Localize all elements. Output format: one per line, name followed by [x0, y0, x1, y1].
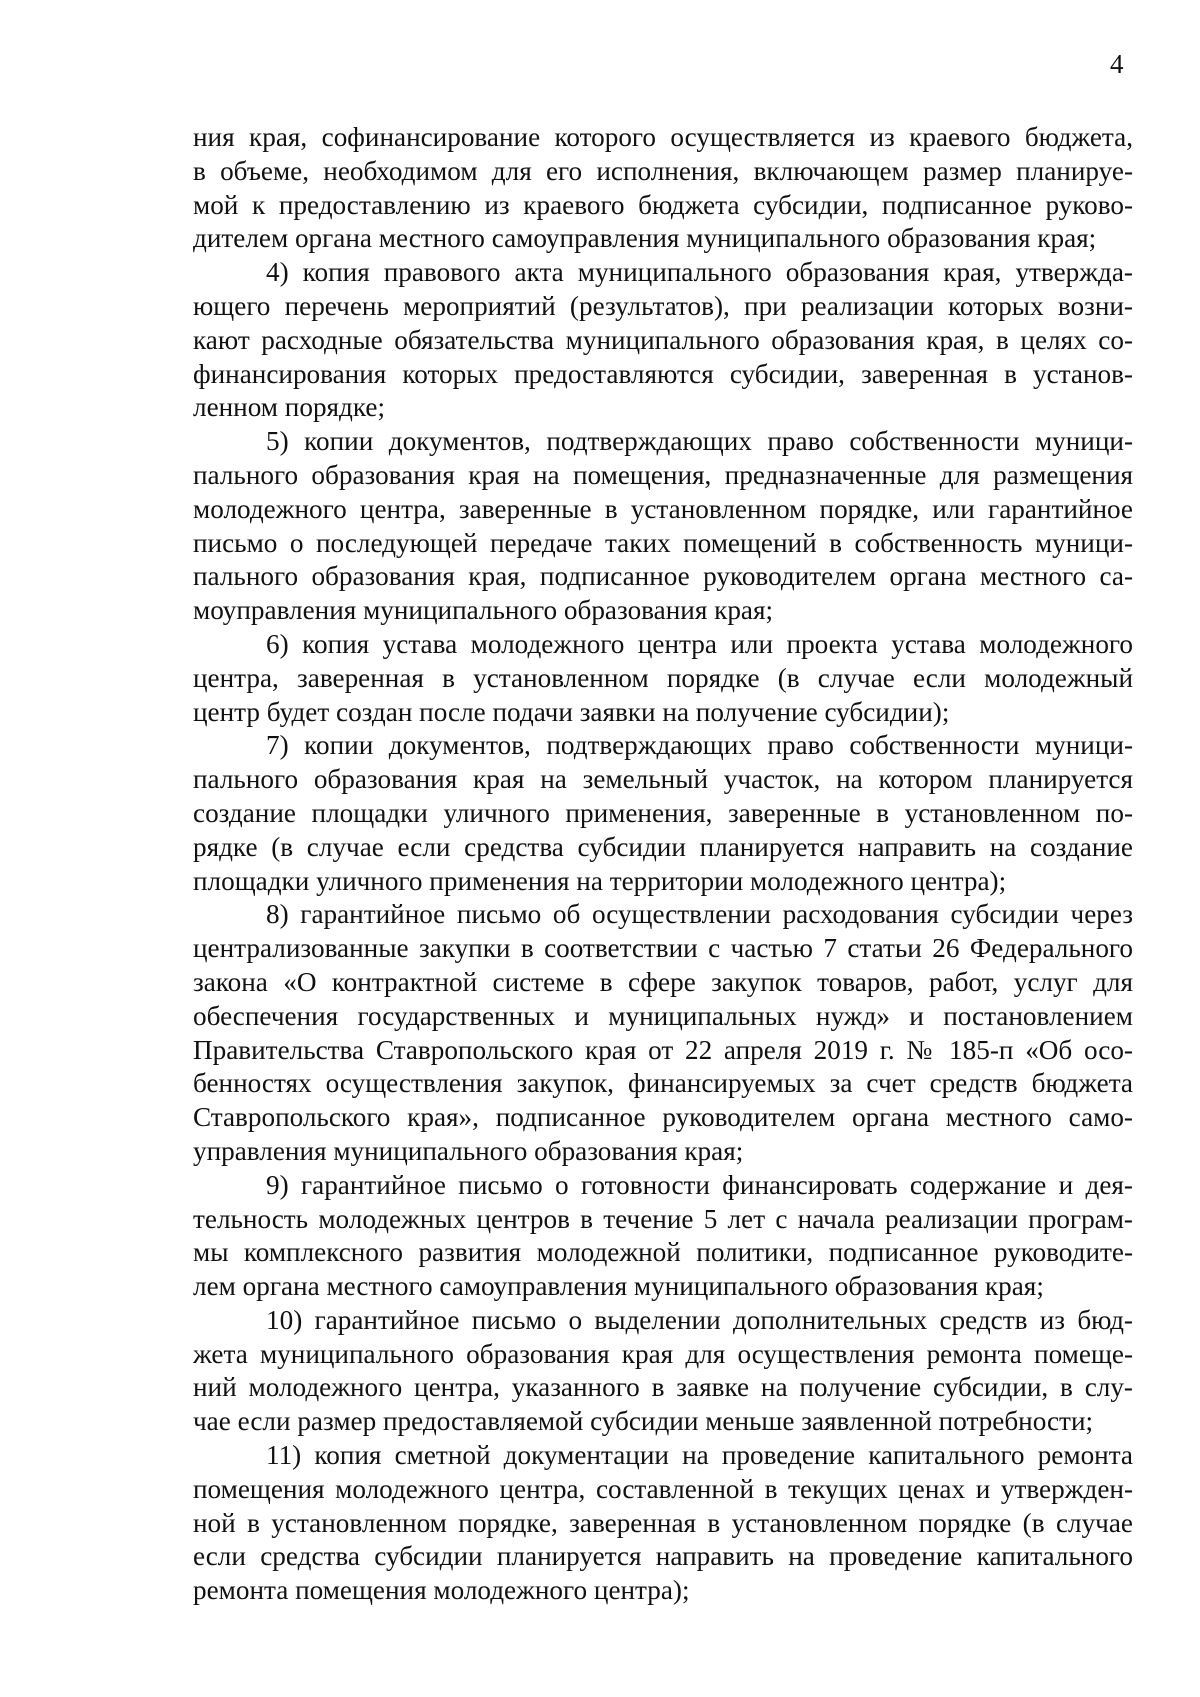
text-line: молодежного центра, заверенные в установленном порядке, или гарантийное [193, 493, 1133, 524]
text-line: 7) копии документов, подтверждающих право собственности муници- [266, 730, 1133, 761]
text-line: 8) гарантийное письмо об осуществлении расходования субсидии через [266, 899, 1133, 930]
text-line: жета муниципального образования края для осуществления ремонта помеще- [193, 1338, 1133, 1369]
text-line: управления муниципального образования края; [193, 1135, 744, 1166]
text-line: в объеме, необходимом для его исполнения, включающем размер планируе- [193, 155, 1133, 186]
text-line: лем органа местного самоуправления муниципального образования края; [193, 1271, 1044, 1302]
text-line: закона «О контрактной системе в сфере закупок товаров, работ, услуг для [193, 966, 1133, 997]
text-line: 10) гарантийное письмо о выделении дополнительных средств из бюд- [266, 1304, 1133, 1335]
text-line: централизованные закупки в соответствии с частью 7 статьи 26 Федерального [193, 933, 1133, 964]
page-number: 4 [1110, 49, 1124, 79]
paragraph [193, 1304, 1133, 1439]
text-line: рядке (в случае если средства субсидии планируется направить на создание [193, 831, 1133, 862]
paragraph [193, 628, 1133, 729]
text-line: ющего перечень мероприятий (результатов), при реализации которых возни- [193, 290, 1133, 321]
text-line: мой к предоставлению из краевого бюджета субсидии, подписанное руково- [193, 189, 1133, 220]
text-line: финансирования которых предоставляются субсидии, заверенная в установ- [193, 358, 1133, 389]
text-line: кают расходные обязательства муниципального образования края, в целях со- [193, 324, 1133, 355]
text-line: Ставропольского края», подписанное руководителем органа местного само- [193, 1102, 1133, 1133]
text-line: 5) копии документов, подтверждающих право собственности муници- [266, 426, 1133, 457]
text-line: ний молодежного центра, указанного в заявке на получение субсидии, в слу- [193, 1372, 1133, 1403]
paragraph [193, 1439, 1133, 1608]
text-line: центра, заверенная в установленном порядке (в случае если молодежный [193, 662, 1133, 693]
paragraph [193, 898, 1133, 1168]
paragraph [193, 729, 1133, 898]
text-line: чае если размер предоставляемой субсидии меньше заявленной потребности; [193, 1406, 1094, 1437]
text-line: центр будет создан после подачи заявки на получение субсидии); [193, 696, 950, 727]
text-line: дителем органа местного самоуправления муниципального образования края; [193, 223, 1097, 254]
text-line: обеспечения государственных и муниципальных нужд» и постановлением [193, 1000, 1133, 1031]
text-line: ной в установленном порядке, заверенная в установленном порядке (в случае [193, 1507, 1133, 1538]
paragraph [193, 425, 1133, 628]
document-body [193, 121, 1133, 1608]
text-line: Правительства Ставропольского края от 22 апреля 2019 г. № 185-п «Об осо- [193, 1034, 1133, 1065]
text-line: создание площадки уличного применения, заверенные в установленном по- [193, 797, 1133, 828]
text-line: площадки уличного применения на территории молодежного центра); [193, 865, 1007, 896]
text-line: 4) копия правового акта муниципального образования края, утвержда- [266, 257, 1133, 288]
text-line: если средства субсидии планируется направить на проведение капитального [193, 1541, 1133, 1572]
text-line: ленном порядке; [193, 392, 386, 423]
text-line: письмо о последующей передаче таких помещений в собственность муници- [193, 527, 1133, 558]
text-line: 6) копия устава молодежного центра или проекта устава молодежного [266, 628, 1133, 659]
text-line: 11) копия сметной документации на проведение капитального ремонта [266, 1440, 1133, 1471]
paragraph [193, 121, 1133, 256]
paragraph [193, 1169, 1133, 1304]
text-line: тельность молодежных центров в течение 5 лет с начала реализации програм- [193, 1203, 1133, 1234]
paragraph [193, 256, 1133, 425]
text-line: 9) гарантийное письмо о готовности финансировать содержание и дея- [266, 1169, 1133, 1200]
text-line: ния края, софинансирование которого осуществляется из краевого бюджета, [193, 122, 1133, 152]
text-line: мы комплексного развития молодежной политики, подписанное руководите- [193, 1237, 1133, 1268]
text-line: пального образования края на земельный участок, на котором планируется [193, 764, 1133, 795]
text-line: пального образования края на помещения, предназначенные для размещения [193, 459, 1133, 490]
text-line: помещения молодежного центра, составленной в текущих ценах и утвержден- [193, 1473, 1133, 1504]
text-line: ремонта помещения молодежного центра); [193, 1575, 690, 1606]
text-line: пального образования края, подписанное руководителем органа местного са- [193, 561, 1133, 592]
text-line: моуправления муниципального образования края; [193, 595, 774, 626]
text-line: бенностях осуществления закупок, финансируемых за счет средств бюджета [193, 1068, 1133, 1099]
